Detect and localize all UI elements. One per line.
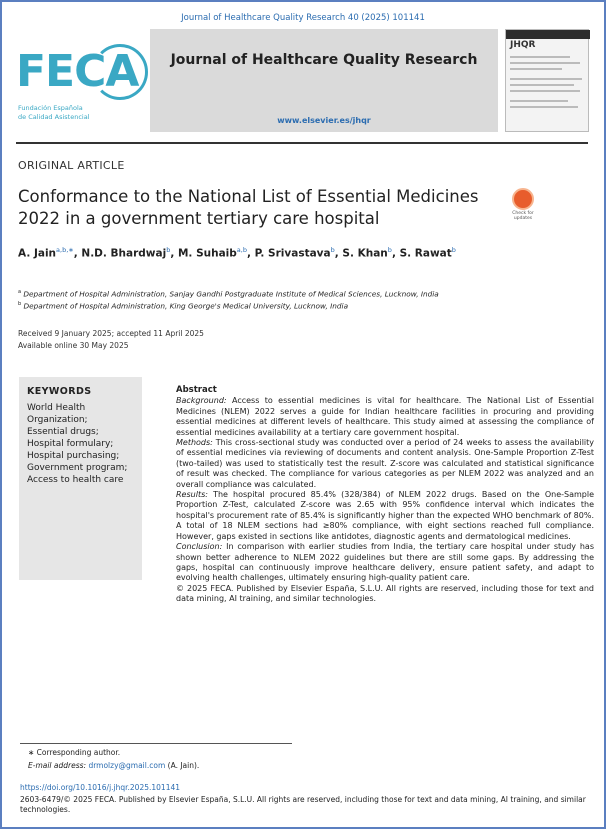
author-name: N.D. Bhardwaj [81, 247, 167, 260]
email-owner: (A. Jain). [167, 761, 200, 770]
author-affiliation-mark[interactable]: a,b [236, 246, 247, 254]
received-dates: Received 9 January 2025; accepted 11 April 2025 [18, 329, 204, 338]
cover-title: JHQR [510, 40, 536, 50]
copyright-footer: 2603-6479/© 2025 FECA. Published by Elsevier España, S.L.U. All rights are reserved, including those for text and data mining, AI training, and similar technologies. [20, 795, 586, 814]
keyword-item: World Health Organization; [27, 403, 88, 425]
section-label: Results: [176, 490, 208, 500]
cover-bar [506, 30, 590, 39]
keyword-item: Hospital formulary; [27, 439, 114, 449]
doi-link[interactable]: https://doi.org/10.1016/j.jhqr.2025.101141 [20, 783, 181, 792]
keyword-item: Government program; [27, 463, 128, 473]
journal-header [150, 29, 498, 132]
logo-arc-icon [92, 44, 148, 100]
article-title: Conformance to the National List of Essential Medicines 2022 in a government tertiary care hospital [18, 187, 479, 228]
cover-line [510, 106, 578, 108]
cover-line [510, 90, 580, 92]
author-name: S. Rawat [399, 247, 452, 260]
cover-line [510, 84, 574, 86]
check-updates-label: Check for updates [512, 211, 534, 221]
section-text: Access to essential medicines is vital for healthcare. The National List of Essential Medicines (NLEM) 2022 serves a guide for Indian healthcare facilities in procuring and providing essential medicines at different levels of healthcare. This study aimed at assessing the compliance of essential medicines availability at a tertiary care government hospital. [176, 396, 594, 437]
cover-line [510, 56, 570, 58]
section-label: Background: [176, 396, 227, 406]
cover-line [510, 68, 562, 70]
author-name: M. Suhaib [177, 247, 237, 260]
header-divider [16, 142, 588, 144]
affiliation-text: Department of Hospital Administration, King George's Medical University, Lucknow, India [23, 301, 349, 311]
logo-subtitle-line1: Fundación Española [18, 104, 83, 112]
author-name: S. Khan [342, 247, 388, 260]
section-label: Conclusion: [176, 542, 223, 552]
keywords-list [27, 402, 139, 486]
affiliation-mark: a [18, 289, 22, 295]
abstract-heading: Abstract [176, 385, 217, 395]
abstract-background [176, 396, 594, 438]
journal-reference[interactable]: Journal of Healthcare Quality Research 40 (2025) 101141 [181, 13, 425, 23]
footnote-divider [20, 743, 292, 744]
author-list: A. Jain$^{a,b,∗}$, N.D. Bhardwaj$^b$, M. Suhaib$^{a,b}$, P. Srivastava$^b$, S. Khan$^b$, S. Rawat$^b$ [18, 246, 456, 260]
feca-logo [16, 46, 146, 132]
author-affiliation-mark[interactable]: a,b,∗ [56, 246, 74, 254]
section-label: Methods: [176, 438, 213, 448]
keyword-item: Hospital purchasing; [27, 451, 120, 461]
cover-line [510, 62, 580, 64]
affiliation [18, 301, 588, 310]
cover-line [510, 78, 582, 80]
author-affiliation-mark[interactable]: b [330, 246, 335, 254]
email-label: E-mail address: [28, 761, 87, 770]
cover-line [510, 100, 568, 102]
keyword-item: Essential drugs; [27, 427, 99, 437]
abstract-conclusion [176, 542, 594, 584]
email-link[interactable]: drmolzy@gmail.com [88, 761, 166, 770]
abstract-methods [176, 438, 594, 490]
logo-wordmark: FECA [16, 46, 139, 97]
abstract-results [176, 490, 594, 542]
author-name: P. Srivastava [254, 247, 331, 260]
keywords-heading: KEYWORDS [27, 386, 92, 397]
online-date: Available online 30 May 2025 [18, 341, 129, 350]
author-affiliation-mark[interactable]: b [451, 246, 456, 254]
keyword-item: Access to health care [27, 475, 124, 485]
affiliation [18, 289, 588, 298]
abstract [176, 385, 594, 605]
author-name: A. Jain [18, 247, 57, 260]
section-text: The hospital procured 85.4% (328/384) of NLEM 2022 drugs. Based on the One-Sample Proportion Z-Test, calculated Z-score was 2.65 with 95% confidence interval which indicates the hospital's procurement rate of 85.4% is significantly higher than the expected WHO benchmark of 80%. A total of 18 NLEM sections had ≥80% compliance, with eight sections reached full compliance. However, gaps existed in sections like antidotes, diagnostic agents and dermatological medicines. [176, 490, 594, 541]
author-affiliation-mark[interactable]: b [166, 246, 171, 254]
author-affiliation-mark[interactable]: b [387, 246, 392, 254]
article-type: ORIGINAL ARTICLE [18, 159, 125, 172]
affiliation-mark: b [18, 301, 22, 307]
check-for-updates-button[interactable] [508, 188, 538, 220]
check-updates-icon [512, 188, 534, 210]
section-text: This cross-sectional study was conducted over a period of 24 weeks to assess the availability of essential medicines via reviewing of documents and content analysis. One-Sample Proportion Z-Test (two-tailed) was used to statistically test the result. Z-score was calculated and statistical significance of result was checked. The compliance for various categories as per NLEM 2022 was analyzed and an overall compliance was calculated. [176, 438, 595, 489]
logo-subtitle-line2: de Calidad Asistencial [18, 113, 90, 121]
corresponding-author-note: ∗ Corresponding author. [28, 748, 121, 757]
email-note [28, 761, 199, 770]
abstract-copyright: © 2025 FECA. Published by Elsevier España, S.L.U. All rights are reserved, including those for text and data mining, AI training, and similar technologies. [176, 583, 594, 604]
keywords-panel [19, 377, 142, 580]
affiliation-text: Department of Hospital Administration, Sanjay Gandhi Postgraduate Institute of Medical Sciences, Lucknow, India [23, 289, 439, 299]
journal-cover-thumbnail [505, 29, 589, 132]
journal-title: Journal of Healthcare Quality Research [170, 52, 478, 68]
journal-url-link[interactable]: www.elsevier.es/jhqr [277, 116, 371, 125]
section-text: In comparison with earlier studies from India, the tertiary care hospital under study has shown better adherence to NLEM 2022 guidelines but there are still some gaps. By addressing the gaps, hospital can continuously improve healthcare delivery, ensure patient safety, and adapt to evolving health challenges, ultimately ensuring high-quality patient care. [176, 542, 594, 583]
